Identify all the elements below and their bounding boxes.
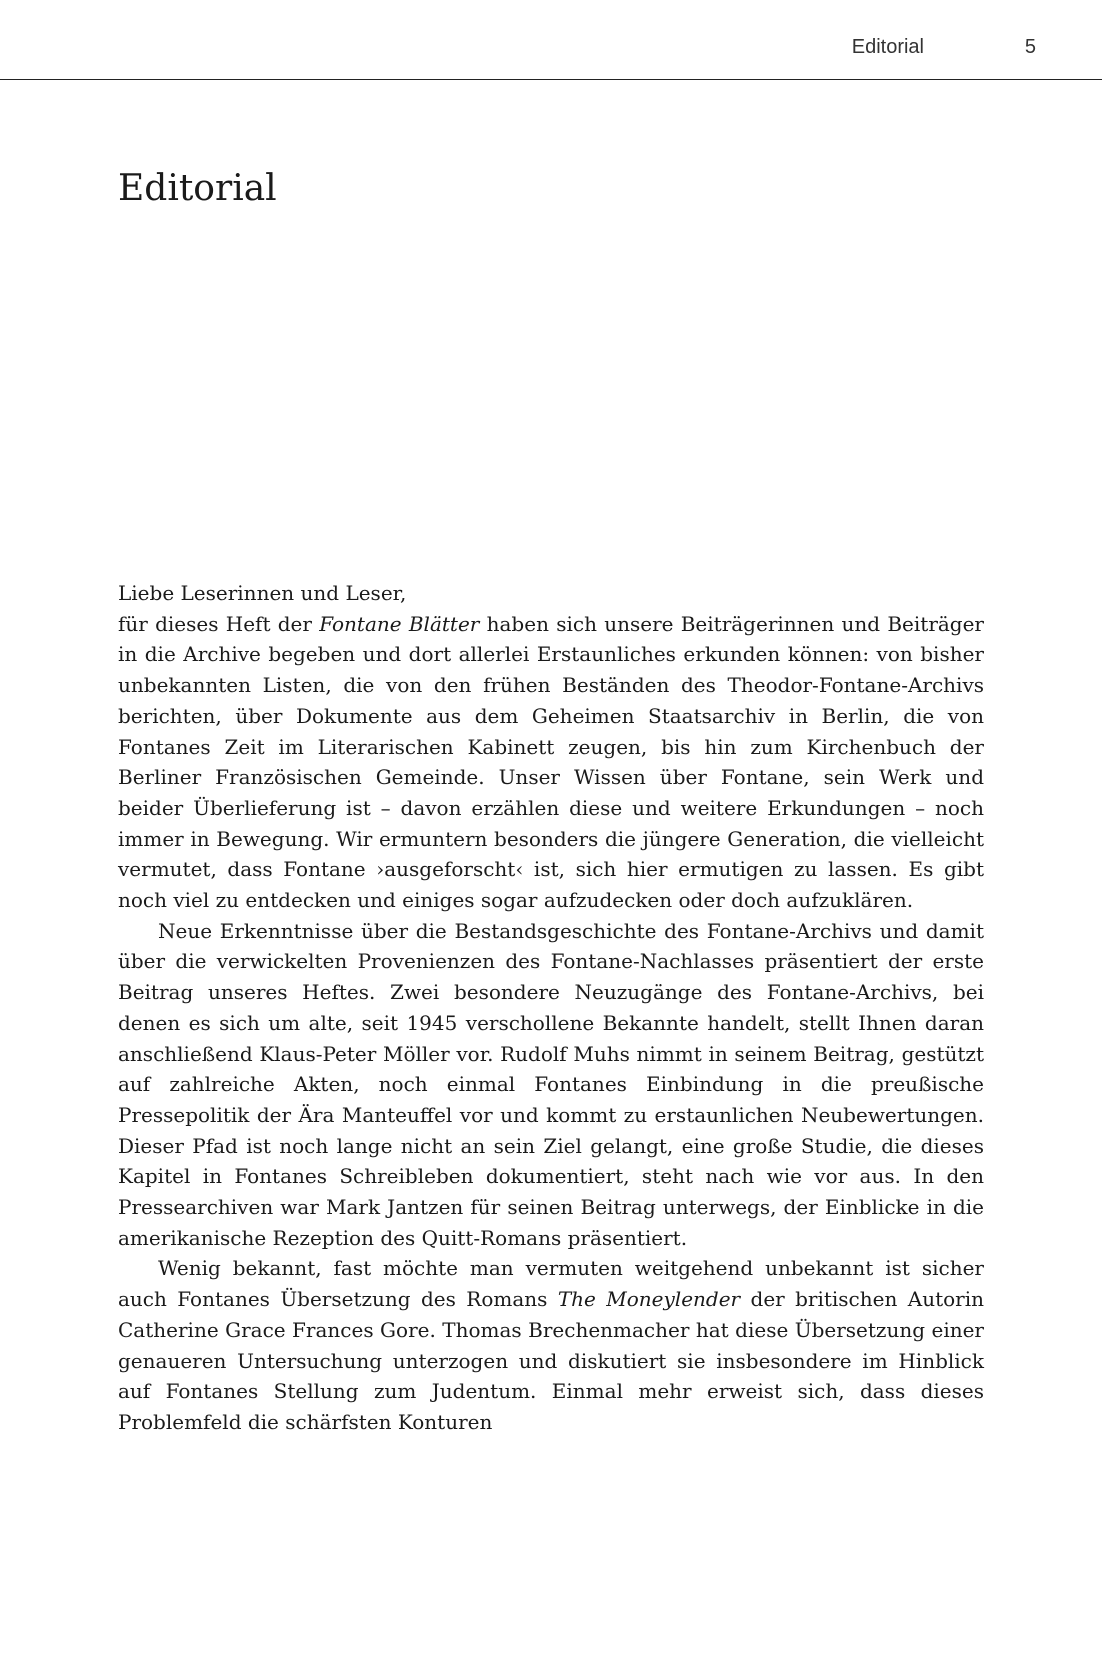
paragraph-1-text-a: für dieses Heft der <box>118 611 320 636</box>
page-number: 5 <box>1024 36 1036 58</box>
running-header <box>0 0 1102 80</box>
paragraph-2: Neue Erkenntnisse über die Bestandsgeschichte des Fontane-Archivs und damit über die verwickelten Provenienzen des Fontane-Nachlasses präsentiert der erste Beitrag unseres Heftes. Zwei besondere Neuzugänge des Fontane-Archivs, bei denen es sich um alte, seit 1945 verschollene Bekannte handelt, stellt Ihnen daran anschließend Klaus-Peter Möller vor. Rudolf Muhs nimmt in seinem Beitrag, gestützt auf zahlreiche Akten, noch einmal Fontanes Einbindung in die preußische Pressepolitik der Ära Manteuffel vor und kommt zu erstaunlichen Neubewertungen. Dieser Pfad ist noch lange nicht an sein Ziel gelangt, eine große Studie, die dieses Kapitel in Fontanes Schreibleben dokumentiert, steht nach wie vor aus. In den Pressearchiven war Mark Jantzen für seinen Beitrag unterwegs, der Einblicke in die amerikanische Rezeption des Quitt-Romans präsentiert. <box>118 918 984 1250</box>
paragraph-1 <box>118 609 984 916</box>
editorial-body <box>118 578 984 1438</box>
running-title: Editorial <box>851 36 924 58</box>
paragraph-3-text-a: Wenig bekannt, fast möchte man vermuten weitgehend unbekannt ist sicher auch Fontanes Übersetzung des Romans <box>118 1256 984 1312</box>
salutation: Liebe Leserinnen und Leser, <box>118 581 407 605</box>
novel-title: The Moneylender <box>557 1287 741 1312</box>
page-title: Editorial <box>118 168 277 209</box>
journal-title: Fontane Blätter <box>319 611 480 636</box>
paragraph-3-text-b: der britischen Autorin Catherine Grace Frances Gore. Thomas Brechenmacher hat diese Übersetzung einer genaueren Untersuchung unterzogen und diskutiert sie insbesondere im Hinblick auf Fontanes Stellung zum Judentum. Einmal mehr erweist sich, dass dieses Problemfeld die schärfsten Konturen <box>118 1287 984 1434</box>
paragraph-3 <box>118 1253 984 1437</box>
paragraph-1-text-b: haben sich unsere Beiträgerinnen und Beiträger in die Archive begeben und dort allerlei Erstaunliches erkunden können: von bisher unbekannten Listen, die von den frühen Beständen des Theodor-Fontane-Archivs berichten, über Dokumente aus dem Geheimen Staatsarchiv in Berlin, die von Fontanes Zeit im Literarischen Kabinett zeugen, bis hin zum Kirchenbuch der Berliner Französischen Gemeinde. Unser Wissen über Fontane, sein Werk und beider Überlieferung ist – davon erzählen diese und weitere Erkundungen – noch immer in Bewegung. Wir ermuntern besonders die jüngere Generation, die vielleicht vermutet, dass Fontane ›ausgeforscht‹ ist, sich hier ermutigen zu lassen. Es gibt noch viel zu entdecken und einiges sogar aufzudecken oder doch aufzuklären. <box>118 611 984 913</box>
